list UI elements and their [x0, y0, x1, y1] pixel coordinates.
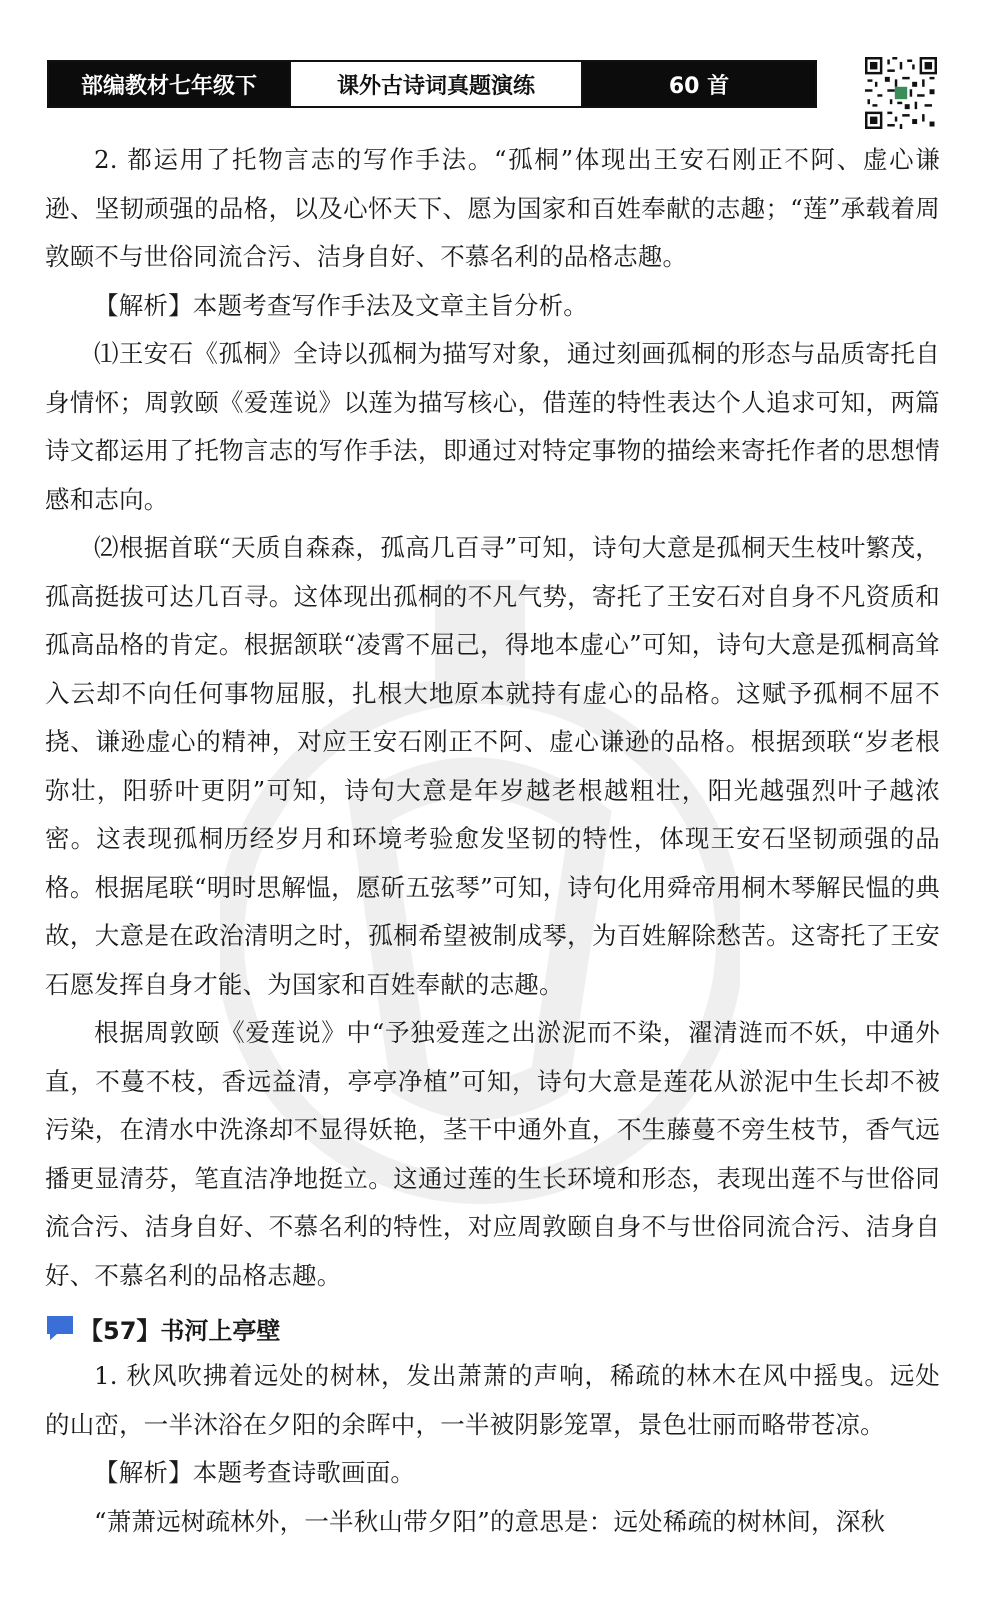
qr-code-icon	[865, 57, 937, 129]
section-heading	[45, 1304, 940, 1352]
section-title: 【57】书河上亭壁	[79, 1316, 281, 1345]
document-body	[45, 136, 940, 1546]
answer-paragraph: 1. 秋风吹拂着远处的树林，发出萧萧的声响，稀疏的林木在风中摇曳。远处的山峦，一半沐浴在夕阳的余晖中，一半被阴影笼罩，景色壮丽而略带苍凉。	[45, 1361, 940, 1439]
answer-paragraph: 2. 都运用了托物言志的写作手法。“孤桐”体现出王安石刚正不阿、虚心谦逊、坚韧顽强的品格，以及心怀天下、愿为国家和百姓奉献的志趣；“莲”承载着周敦颐不与世俗同流合污、洁身自好、不慕名利的品格志趣。	[45, 145, 940, 271]
analysis-paragraph: 根据周敦颐《爱莲说》中“予独爱莲之出淤泥而不染，濯清涟而不妖，中通外直，不蔓不枝，香远益清，亭亭净植”可知，诗句大意是莲花从淤泥中生长却不被污染，在清水中洗涤却不显得妖艳，茎干中通外直，不生藤蔓不旁生枝节，香气远播更显清芬，笔直洁净地挺立。这通过莲的生长环境和形态，表现出莲不与世俗同流合污、洁身自好、不慕名利的特性，对应周敦颐自身不与世俗同流合污、洁身自好、不慕名利的品格志趣。	[45, 1018, 940, 1290]
analysis-paragraph: ⑴王安石《孤桐》全诗以孤桐为描写对象，通过刻画孤桐的形态与品质寄托自身情怀；周敦颐《爱莲说》以莲为描写核心，借莲的特性表达个人追求可知，两篇诗文都运用了托物言志的写作手法，即通过对特定事物的描绘来寄托作者的思想情感和志向。	[45, 339, 940, 514]
page-header	[47, 60, 817, 108]
header-textbook: 部编教材七年级下	[49, 62, 289, 106]
analysis-paragraph: “萧萧远树疏林外，一半秋山带夕阳”的意思是：远处稀疏的树林间，深秋	[94, 1506, 886, 1536]
analysis-paragraph: ⑵根据首联“天质自森森，孤高几百寻”可知，诗句大意是孤桐天生枝叶繁茂，孤高挺拔可达几百寻。这体现出孤桐的不凡气势，寄托了王安石对自身不凡资质和孤高品格的肯定。根据颔联“凌霄不屈己，得地本虚心”可知，诗句大意是孤桐高耸入云却不向任何事物屈服，扎根大地原本就持有虚心的品格。这赋予孤桐不屈不挠、谦逊虚心的精神，对应王安石刚正不阿、虚心谦逊的品格。根据颈联“岁老根弥壮，阳骄叶更阴”可知，诗句大意是年岁越老根越粗壮，阳光越强烈叶子越浓密。这表现孤桐历经岁月和环境考验愈发坚韧的特性，体现王安石坚韧顽强的品格。根据尾联“明时思解愠，愿斫五弦琴”可知，诗句化用舜帝用桐木琴解民愠的典故，大意是在政治清明之时，孤桐希望被制成琴，为百姓解除愁苦。这寄托了王安石愿发挥自身才能、为国家和百姓奉献的志趣。	[45, 533, 940, 999]
header-count: 60 首	[583, 62, 815, 106]
header-title: 课外古诗词真题演练	[289, 62, 583, 106]
analysis-heading: 【解析】本题考查写作手法及文章主旨分析。	[94, 290, 588, 320]
analysis-heading: 【解析】本题考查诗歌画面。	[94, 1458, 416, 1487]
chat-bubble-icon	[45, 1314, 75, 1342]
